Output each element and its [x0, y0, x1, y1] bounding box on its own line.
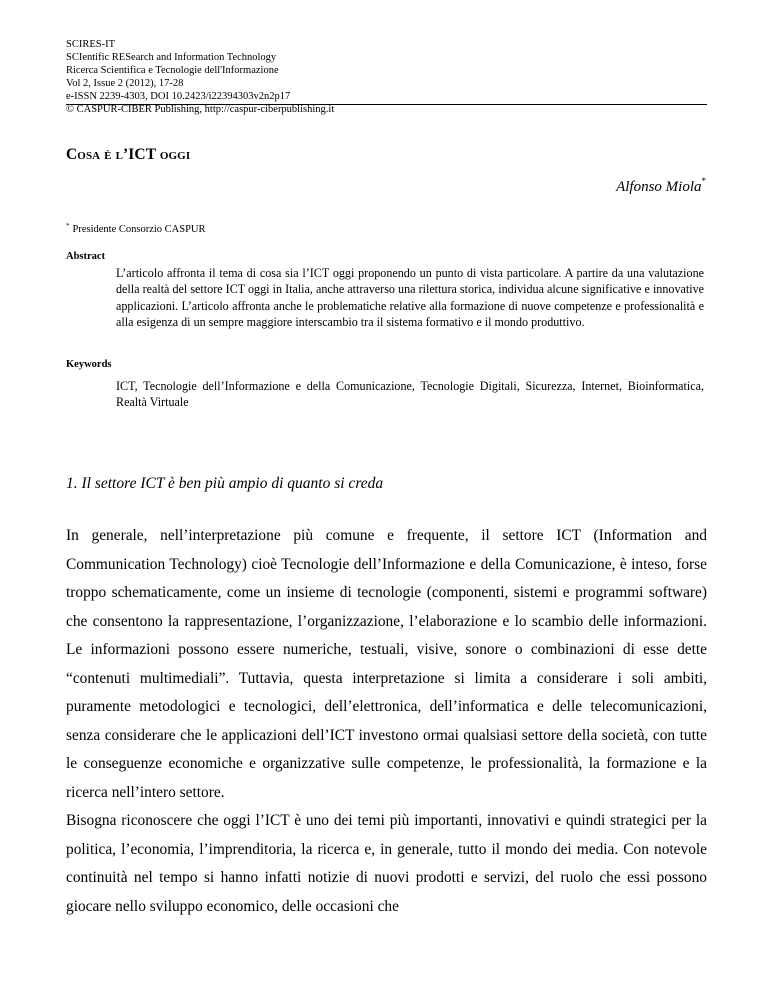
keywords-label: Keywords: [66, 359, 112, 370]
publisher-line: © CASPUR-CIBER Publishing, http://caspur-ciberpublishing.it: [66, 104, 335, 116]
author-name: [616, 176, 706, 196]
journal-short-name: SCIRES-IT: [66, 39, 116, 50]
affiliation-text: Presidente Consorzio CASPUR: [72, 224, 206, 235]
issue-info: Vol 2, Issue 2 (2012), 17-28: [66, 78, 184, 90]
header-divider: [66, 104, 707, 105]
keywords-text: ICT, Tecnologie dell’Informazione e della Comunicazione, Tecnologie Digitali, Sicurezza, Internet, Bioinformatica, Realtà Virtuale: [116, 379, 704, 410]
abstract-label: Abstract: [66, 251, 106, 262]
section-heading: 1. Il settore ICT è ben più ampio di quanto si creda: [66, 475, 384, 492]
journal-name-italian: Ricerca Scientifica e Tecnologie dell'Informazione: [66, 65, 279, 77]
author-affiliation: [66, 222, 206, 235]
author-name-text: Alfonso Miola: [616, 179, 702, 195]
body-paragraph: Bisogna riconoscere che oggi l’ICT è uno dei temi più importanti, innovativi e quindi strategici per la politica, l’economia, l’imprenditoria, la ricerca e, in generale, tutto il mondo dei media. Con notevole continuità nel tempo si hanno infatti notizie di nuovi prodotti e servizi, del ruolo che essi possono giocare nello sviluppo economico, delle occasioni che: [66, 812, 707, 915]
issn-doi: e-ISSN 2239-4303, DOI 10.2423/i22394303v2n2p17: [66, 91, 291, 103]
article-title: Cosa è l’ICT oggi: [66, 146, 191, 163]
affiliation-footnote-mark: *: [66, 222, 70, 230]
journal-name-english: SCIentific RESearch and Information Technology: [66, 52, 277, 64]
author-footnote-mark: *: [701, 176, 706, 186]
abstract-text: L’articolo affronta il tema di cosa sia l’ICT oggi proponendo un punto di vista particolare. A partire da una valutazione della realtà del settore ICT oggi in Italia, anche attraverso una rilettura storica, individua alcune significative e innovative applicazioni. L’articolo affronta anche le problematiche relative alla formazione di nuove competenze e professionalità e alla esigenza di un sempre maggiore interscambio tra il sistema formativo e il mondo produttivo.: [116, 266, 704, 329]
section-body: [66, 522, 707, 921]
body-paragraph: In generale, nell’interpretazione più comune e frequente, il settore ICT (Information and Communication Technology) cioè Tecnologie dell’Informazione e della Comunicazione, è inteso, forse troppo schematicamente, come un insieme di tecnologie (componenti, sistemi e programmi software) che consentono la rappresentazione, l’organizzazione, l’elaborazione e lo scambio delle informazioni. Le informazioni possono essere numeriche, testuali, visive, sonore o combinazioni di esse dette “contenuti multimediali”. Tuttavia, questa interpretazione si limita a considerare i soli ambiti, puramente metodologici e tecnologici, dell’elettronica, dell’informatica e delle telecomunicazioni, senza considerare che le applicazioni dell’ICT investono ormai qualsiasi settore della società, con tutte le conseguenze economiche e organizzative sulle competenze, le professionalità, la formazione e la ricerca nell’intero settore.: [66, 527, 707, 801]
